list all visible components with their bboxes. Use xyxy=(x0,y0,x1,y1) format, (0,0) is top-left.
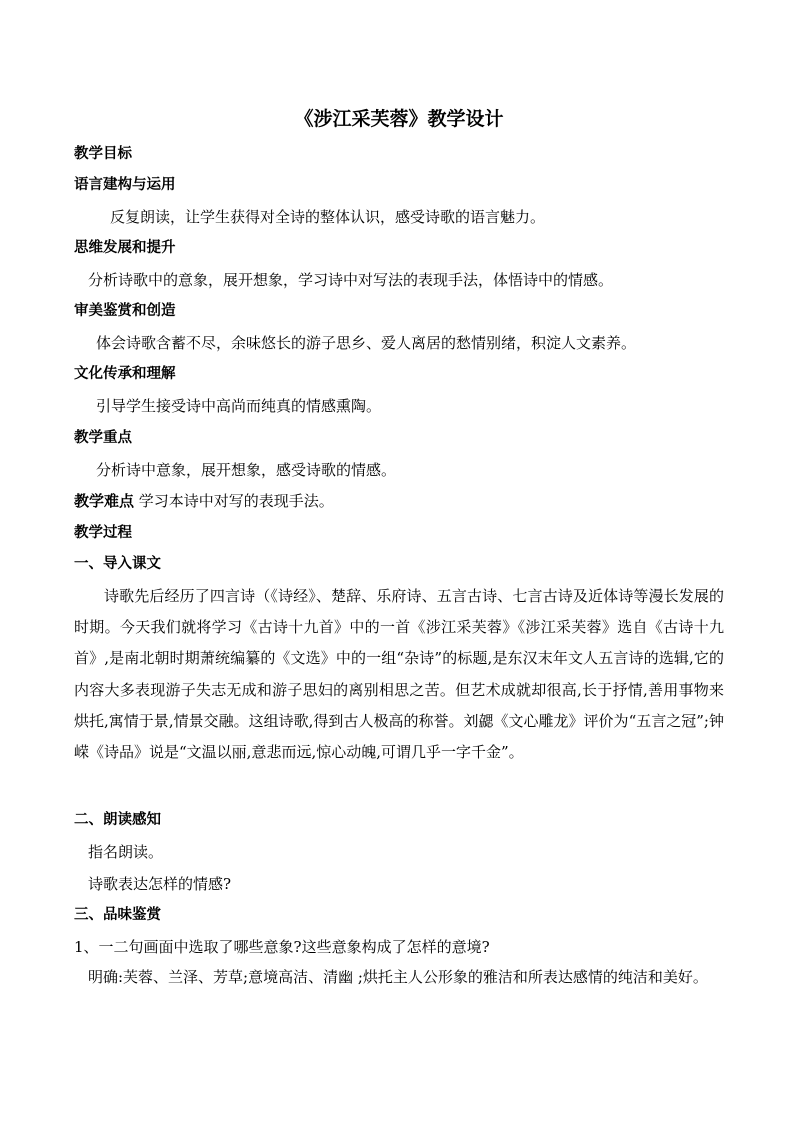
difficulty-text: 学习本诗中对写的表现手法。 xyxy=(138,492,334,510)
difficulty-row xyxy=(74,491,334,511)
aesthetic-heading: 审美鉴赏和创造 xyxy=(74,303,176,319)
key-text: 分析诗中意象，展开想象，感受诗歌的情感。 xyxy=(96,461,397,479)
objectives-heading: 教学目标 xyxy=(74,146,132,162)
intro-paragraph: 诗歌先后经历了四言诗（《诗经》、楚辞、乐府诗、五言古诗、七言古诗及近体诗等漫长发展的时期。今天我们就将学习《古诗十九首》中的一首《涉江采芙蓉》《涉江采芙蓉》选自《古诗十九首》,是南北朝时期萧统编纂的《文选》中的一组“杂诗”的标题,是东汉末年文人五言诗的选辑,它的内容大多表现游子失志无成和游子思妇的离别相思之苦。但艺术成就却很高,长于抒情,善用事物来烘托,寓情于景,情景交融。这组诗歌,得到古人极高的称誉。刘勰《文心雕龙》评价为“五言之冠”;钟嵘《诗品》说是“文温以丽,意悲而远,惊心动魄,可谓几乎一字千金”。 xyxy=(74,587,724,762)
page-title: 《涉江采芙蓉》教学设计 xyxy=(294,108,504,130)
question-1-answer: 明确:芙蓉、兰泽、芳草;意境高洁、清幽 ;烘托主人公形象的雅洁和所表达感情的纯洁和美好。 xyxy=(88,968,708,986)
aesthetic-text: 体会诗歌含蓄不尽，余味悠长的游子思乡、爱人离居的愁情别绪，积淀人文素养。 xyxy=(96,334,637,352)
lang-heading: 语言建构与运用 xyxy=(74,177,176,193)
appreciation-heading: 三、品味鉴赏 xyxy=(74,907,161,923)
reading-text-2: 诗歌表达怎样的情感? xyxy=(88,875,232,893)
process-heading: 教学过程 xyxy=(74,525,132,541)
culture-heading: 文化传承和理解 xyxy=(74,366,176,382)
difficulty-label: 教学难点 xyxy=(74,492,135,510)
thinking-text: 分析诗歌中的意象，展开想象，学习诗中对写法的表现手法，体悟诗中的情感。 xyxy=(88,271,614,289)
thinking-heading: 思维发展和提升 xyxy=(74,240,176,256)
intro-heading: 一、导入课文 xyxy=(74,556,161,572)
lang-text: 反复朗读，让学生获得对全诗的整体认识，感受诗歌的语言魅力。 xyxy=(110,208,546,226)
key-heading: 教学重点 xyxy=(74,430,132,446)
reading-heading: 二、朗读感知 xyxy=(74,812,161,828)
culture-text: 引导学生接受诗中高尚而纯真的情感熏陶。 xyxy=(96,397,382,415)
question-1: 1、一二句画面中选取了哪些意象?这些意象构成了怎样的意境? xyxy=(74,938,490,956)
reading-text-1: 指名朗读。 xyxy=(88,843,164,861)
